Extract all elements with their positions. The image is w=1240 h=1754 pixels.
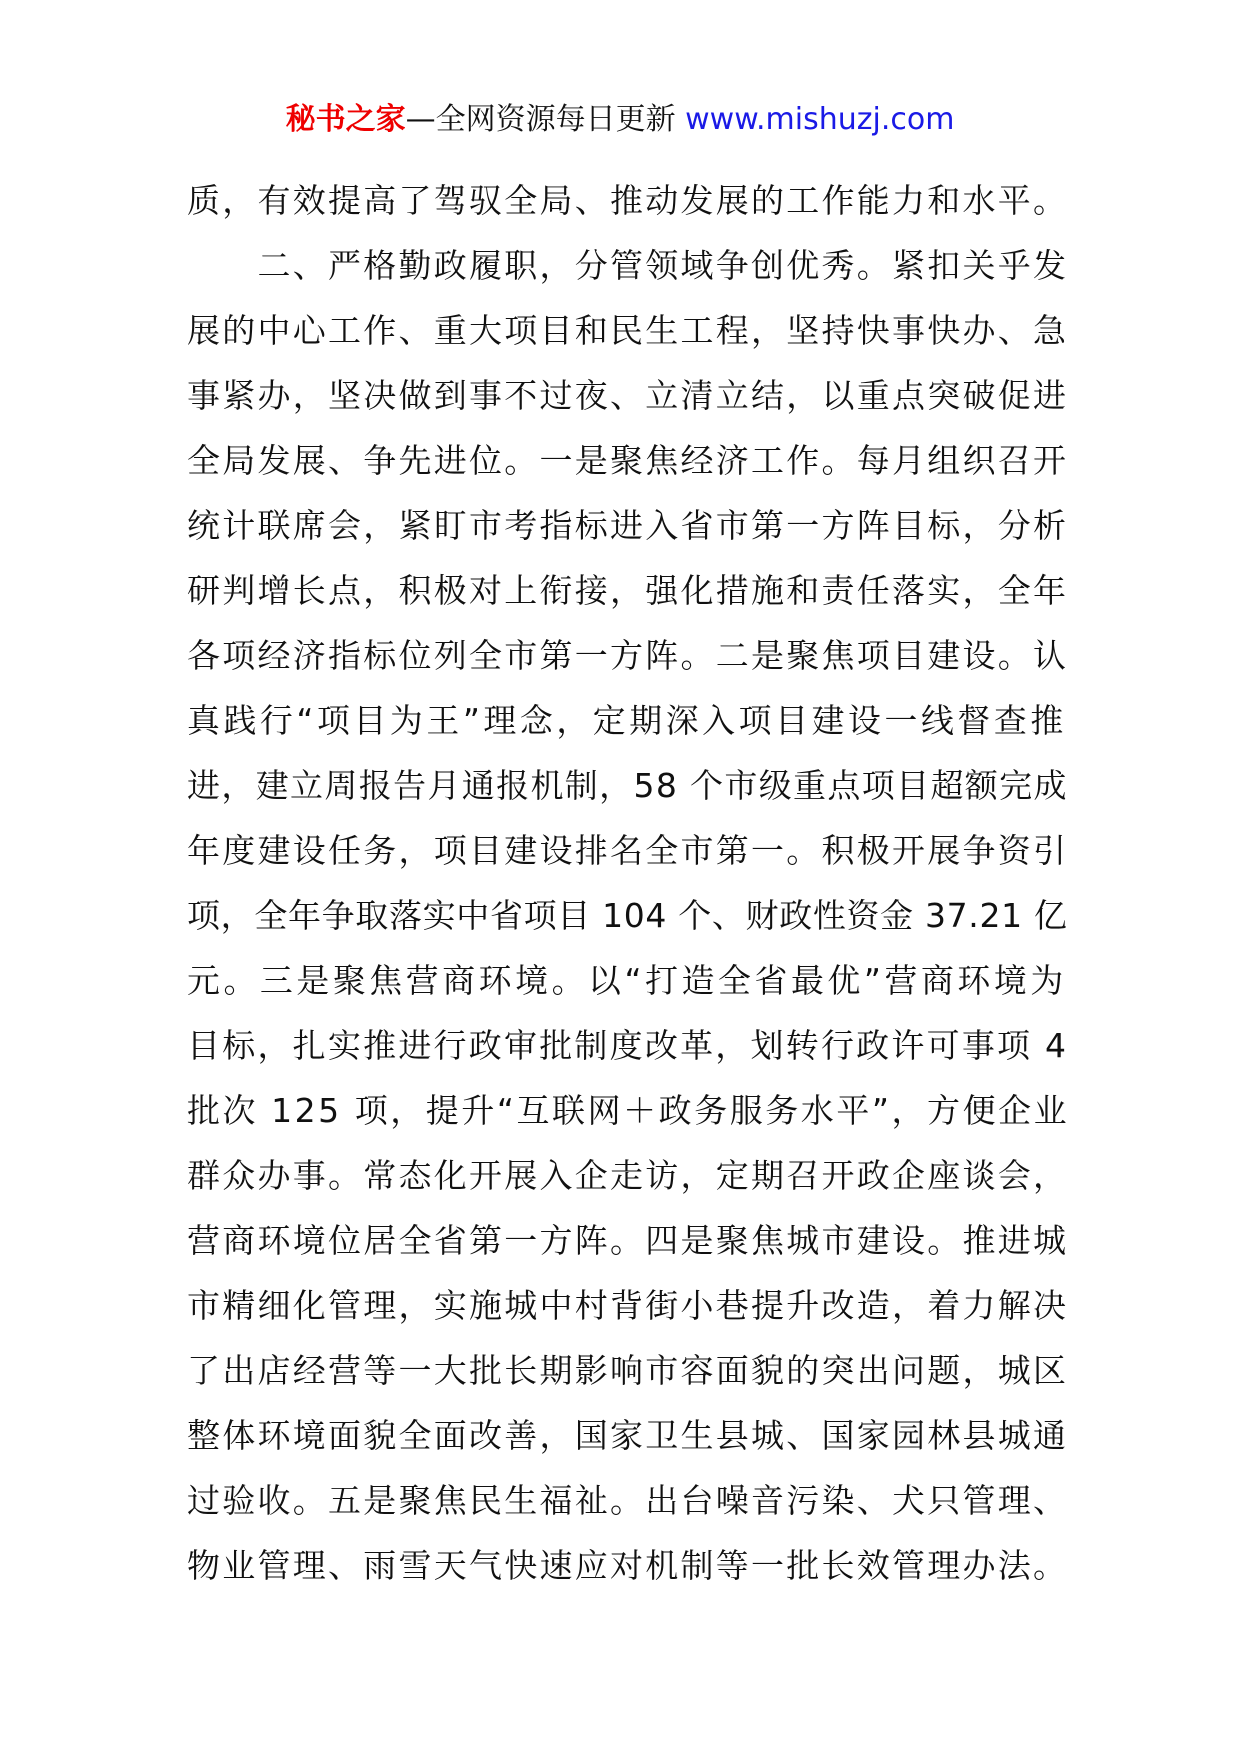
text-line: 各项经济指标位列全市第一方阵。二是聚焦项目建设。认: [187, 636, 1069, 675]
site-header: [0, 100, 1240, 140]
document-body: [187, 168, 1070, 1598]
text-line: 展的中心工作、重大项目和民生工程，坚持快事快办、急: [187, 311, 1069, 350]
text-line: 项，全年争取落实中省项目 104 个、财政性资金 37.21 亿: [187, 896, 1068, 935]
text-line: 了出店经营等一大批长期影响市容面貌的突出问题，城区: [187, 1351, 1069, 1390]
text-line: 二、严格勤政履职，分管领域争创优秀。紧扣关乎发: [187, 246, 1069, 285]
text-line: 质，有效提高了驾驭全局、推动发展的工作能力和水平。: [187, 181, 1069, 220]
text-line: 营商环境位居全省第一方阵。四是聚焦城市建设。推进城: [187, 1221, 1069, 1260]
text-line: 物业管理、雨雪天气快速应对机制等一批长效管理办法。: [187, 1546, 1069, 1585]
text-line: 进，建立周报告月通报机制，58 个市级重点项目超额完成: [187, 766, 1068, 805]
text-line: 目标，扎实推进行政审批制度改革，划转行政许可事项 4: [187, 1026, 1069, 1065]
header-tagline: —全网资源每日更新: [405, 102, 686, 137]
site-url-link[interactable]: www.mishuzj.com: [685, 102, 955, 137]
text-line: 全局发展、争先进位。一是聚焦经济工作。每月组织召开: [187, 441, 1069, 480]
text-line: 群众办事。常态化开展入企走访，定期召开政企座谈会，: [187, 1156, 1069, 1195]
text-line: 事紧办，坚决做到事不过夜、立清立结，以重点突破促进: [187, 376, 1069, 415]
text-line: 市精细化管理，实施城中村背街小巷提升改造，着力解决: [187, 1286, 1069, 1325]
text-line: 研判增长点，积极对上衔接，强化措施和责任落实，全年: [187, 571, 1069, 610]
brand-name: 秘书之家: [285, 102, 406, 137]
text-line: 过验收。五是聚焦民生福祉。出台噪音污染、犬只管理、: [187, 1481, 1069, 1520]
text-line: 统计联席会，紧盯市考指标进入省市第一方阵目标，分析: [187, 506, 1069, 545]
text-line: 整体环境面貌全面改善，国家卫生县城、国家园林县城通: [187, 1416, 1069, 1455]
text-line: 年度建设任务，项目建设排名全市第一。积极开展争资引: [187, 831, 1069, 870]
text-line: 元。三是聚焦营商环境。以“打造全省最优”营商环境为: [187, 961, 1067, 1000]
text-line: 批次 125 项，提升“互联网＋政务服务水平”，方便企业: [187, 1091, 1070, 1130]
text-line: 真践行“项目为王”理念，定期深入项目建设一线督查推: [187, 701, 1067, 740]
